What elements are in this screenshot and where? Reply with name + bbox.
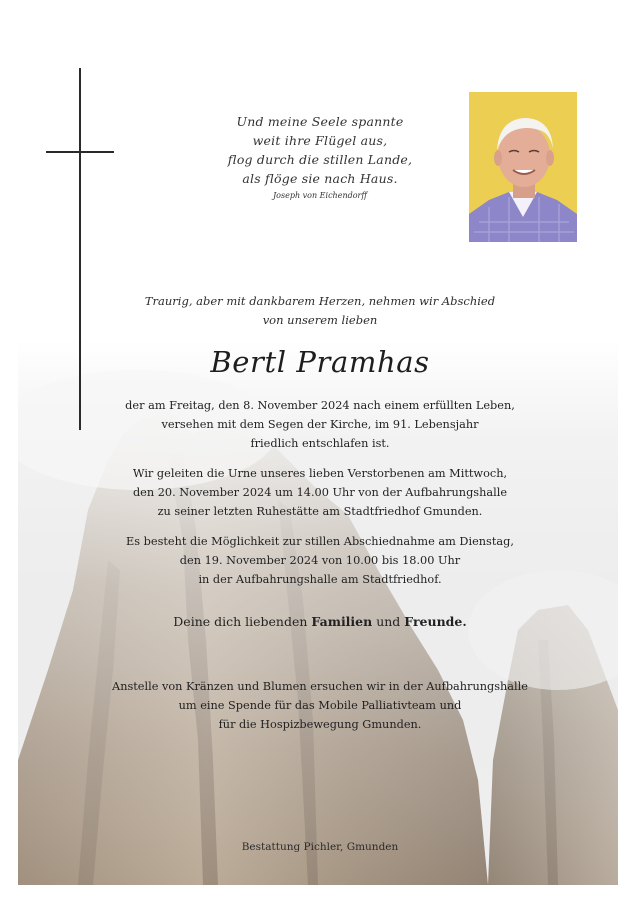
text-line: friedlich entschlafen ist. [250,437,390,450]
text-line: Es besteht die Möglichkeit zur stillen Abschiednahme am Dienstag, [126,535,514,548]
text-line: Wir geleiten die Urne unseres lieben Verstorbenen am Mittwoch, [132,467,508,480]
deceased-name: Bertl Pramhas [210,345,430,379]
intro-line: Traurig, aber mit dankbarem Herzen, nehmen wir Abschied [144,294,496,308]
family-signature [60,612,580,631]
poem-line: flog durch die stillen Lande, [227,152,413,167]
portrait-photo [469,92,577,242]
death-notice-paragraph [60,396,580,453]
family-prefix: Deine dich liebenden [173,614,312,629]
intro-text [60,292,580,330]
text-line: Anstelle von Kränzen und Blumen ersuchen wir in der Aufbahrungshalle [112,680,528,693]
text-line: den 20. November 2024 um 14.00 Uhr von der Aufbahrungshalle [132,486,508,499]
poem [210,112,430,203]
poem-line: weit ihre Flügel aus, [252,133,388,148]
text-line: der am Freitag, den 8. November 2024 nach einem erfüllten Leben, [125,399,515,412]
poem-line: Und meine Seele spannte [236,114,404,129]
family-und: und [372,614,405,629]
donation-paragraph [60,677,580,734]
funeral-home: Bestattung Pichler, Gmunden [241,841,399,853]
intro-line: von unserem lieben [262,313,378,327]
text-line: für die Hospizbewegung Gmunden. [218,718,422,731]
text-line: zu seiner letzten Ruhestätte am Stadtfriedhof Gmunden. [157,505,483,518]
poem-line: als flöge sie nach Haus. [242,171,398,186]
text-line: um eine Spende für das Mobile Palliativteam und [178,699,462,712]
text-line: den 19. November 2024 von 10.00 bis 18.00 Uhr [179,554,461,567]
family-freunde: Freunde. [404,614,467,629]
text-line: versehen mit dem Segen der Kirche, im 91. Lebensjahr [161,418,479,431]
cross-icon-horizontal [46,151,114,153]
poem-author: Joseph von Eichendorff [272,191,368,200]
funeral-paragraph [60,464,580,521]
farewell-paragraph [60,532,580,589]
text-line: in der Aufbahrungshalle am Stadtfriedhof. [198,573,442,586]
family-familien: Familien [311,614,373,629]
